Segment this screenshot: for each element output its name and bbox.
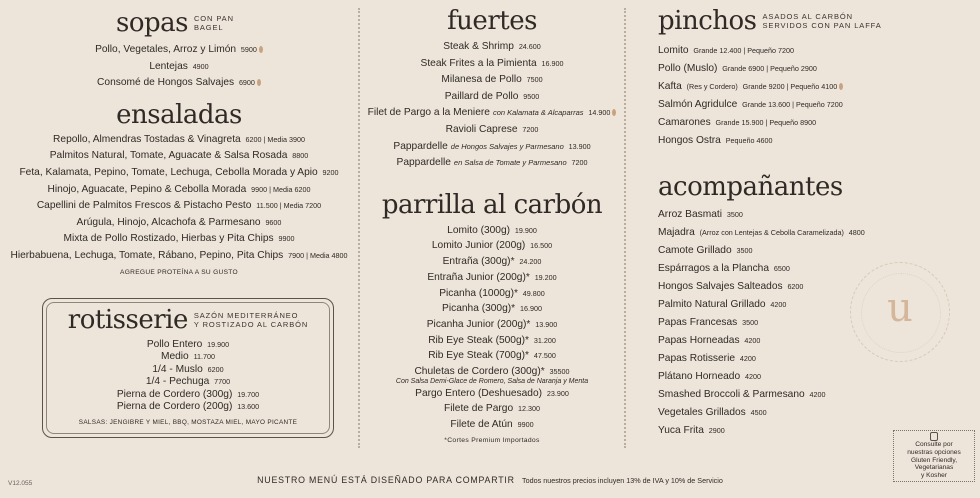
- emblem-letter: u: [887, 285, 913, 331]
- menu-item: Kafta (Res y Cordero) Grande 9200 | Pequeño 4100: [658, 78, 978, 96]
- menu-item: Palmitos Natural, Tomate, Aguacate & Salsa Rosada 8800: [49, 150, 309, 162]
- ensaladas-note: AGREGUE PROTEÍNA A SU GUSTO: [120, 268, 238, 276]
- menu-item: Entraña Junior (200g)* 19.200: [427, 271, 557, 283]
- menu-item: Mixta de Pollo Rostizado, Hierbas y Pita Chips 9900: [63, 233, 295, 245]
- menu-item: Chuletas de Cordero (300g)* 35500 Con Salsa Demi-Glace de Romero, Salsa de Naranja y Menta: [360, 364, 624, 386]
- wheat-icon: [930, 432, 938, 441]
- fuertes-header: [360, 6, 624, 36]
- menu-item: Arúgula, Hinojo, Alcachofa & Parmesano 9600: [76, 216, 282, 228]
- menu-item: Pollo (Muslo) Grande 6900 | Pequeño 2900: [658, 63, 817, 74]
- menu-item: Pierna de Cordero (200g) 13.600: [116, 401, 260, 413]
- footer: [0, 475, 980, 485]
- menu-item: Milanesa de Pollo 7500: [441, 74, 543, 86]
- menu-item: Picanha (1000g)* 49.800: [439, 287, 545, 299]
- dietary-line: Vegetarianas: [914, 464, 954, 472]
- pinchos-list: [658, 42, 978, 150]
- brand-emblem: [850, 262, 950, 362]
- menu-item: Lomito (300g) 19.900: [447, 224, 537, 236]
- menu-item: Filete de Atún 9900: [450, 419, 534, 431]
- menu-item: Consomé de Hongos Salvajes 6900: [0, 75, 358, 92]
- menu-item: Hinojo, Aguacate, Pepino & Cebolla Morada 9900 | Media 6200: [47, 183, 311, 195]
- sopas-subtitle: CON PAN BAGEL: [193, 14, 234, 32]
- menu-item: Camarones Grande 15.900 | Pequeño 8900: [658, 117, 817, 128]
- menu-item: Entraña (300g)* 24.200: [442, 256, 542, 268]
- parrilla-list: [360, 223, 624, 433]
- pinchos-subtitle-line: SERVIDOS CON PAN LAFFA: [762, 21, 882, 30]
- menu-item: 1/4 - Muslo 6200: [152, 363, 224, 375]
- menu-item: Espárragos a la Plancha 6500: [658, 263, 790, 274]
- right-column: [658, 0, 978, 440]
- menu-item: Arroz Basmati 3500: [658, 209, 743, 220]
- menu-item: Papas Francesas 3500: [658, 317, 759, 328]
- acompanantes-title: acompañantes: [658, 172, 843, 202]
- menu-item: Rib Eye Steak (700g)* 47.500: [428, 350, 556, 362]
- pinchos-header: [658, 6, 978, 36]
- rotisserie-box: [42, 298, 334, 438]
- menu-item: Filete de Pargo 12.300: [444, 403, 540, 415]
- parrilla-header: [360, 190, 624, 220]
- sopas-header: [0, 8, 358, 38]
- menu-item: Pappardelle de Hongos Salvajes y Parmesano 13.900: [393, 140, 591, 152]
- pinchos-subtitle: [763, 12, 882, 30]
- menu-item: Pappardelle en Salsa de Tomate y Parmesano 7200: [396, 157, 588, 169]
- pinchos-section: [658, 0, 978, 150]
- dietary-line: Gluten Friendly,: [910, 456, 958, 464]
- menu-item: Ravioli Caprese 7200: [445, 123, 539, 135]
- menu-item: Steak Frites a la Pimienta 16.900: [420, 57, 564, 69]
- ensaladas-section: [0, 100, 358, 276]
- ensaladas-title: ensaladas: [116, 99, 242, 130]
- parrilla-title: parrilla al carbón: [381, 189, 603, 220]
- menu-item: Vegetales Grillados 4500: [658, 407, 767, 418]
- menu-item: Picanha Junior (200g)* 13.900: [426, 318, 558, 330]
- left-column: [0, 0, 358, 276]
- chuletas-note: Con Salsa Demi-Glace de Romero, Salsa de Naranja y Menta: [395, 377, 589, 385]
- rotisserie-subtitle-line: Y ROSTIZADO AL CARBÓN: [193, 320, 309, 329]
- parrilla-footnote: *Cortes Premium Importados: [444, 436, 540, 444]
- fuertes-list: [360, 39, 624, 172]
- version-label: V12.055: [8, 480, 33, 487]
- footer-fine: Todos nuestros precios incluyen 13% de IVA y 10% de Servicio: [522, 476, 723, 485]
- menu-item: Smashed Broccoli & Parmesano 4200: [658, 389, 826, 400]
- menu-item: Pargo Entero (Deshuesado) 23.900: [415, 387, 569, 399]
- menu-item: Pollo Entero 19.900: [146, 339, 230, 350]
- pinchos-subtitle-line: ASADOS AL CARBÓN: [762, 12, 853, 21]
- menu-item: Lentejas 4900: [149, 60, 209, 72]
- rotisserie-header: [43, 305, 333, 335]
- sopas-section: [0, 0, 358, 92]
- menu-item: Repollo, Almendras Tostadas & Vinagreta 6200 | Media 3900: [53, 133, 305, 145]
- rotisserie-title: rotisserie: [67, 305, 188, 335]
- leaf-icon: [257, 79, 261, 86]
- dietary-line: Consulte por: [915, 441, 953, 448]
- menu-item: Papas Horneadas 4200: [658, 335, 761, 346]
- menu-item: Capellini de Palmitos Frescos & Pistacho Pesto 11.500 | Media 7200: [36, 200, 322, 212]
- ensaladas-header: [0, 100, 358, 130]
- menu-item: Medio 11.700: [160, 351, 216, 363]
- menu-item: Hongos Ostra Pequeño 4600: [658, 135, 773, 146]
- rotisserie-subtitle: [194, 311, 308, 329]
- column-divider-right: [624, 8, 626, 448]
- menu-item: Lomito Junior (200g) 16.500: [431, 240, 553, 252]
- leaf-icon: [612, 109, 616, 116]
- middle-column: [360, 0, 624, 444]
- menu-item: Steak & Shrimp 24.600: [443, 41, 541, 52]
- rotisserie-salsas: SALSAS: JENGIBRE Y MIEL, BBQ, MOSTAZA MIEL, MAYO PICANTE: [78, 419, 298, 427]
- menu-item: Rib Eye Steak (500g)* 31.200: [428, 334, 556, 346]
- dietary-line: nuestras opciones: [907, 448, 961, 456]
- fuertes-title: fuertes: [447, 6, 537, 36]
- menu-item: Palmito Natural Grillado 4200: [658, 299, 787, 310]
- menu-item: Hierbabuena, Lechuga, Tomate, Rábano, Pepino, Pita Chips 7900 | Media 4800: [10, 249, 348, 261]
- acompanantes-header: [658, 172, 978, 202]
- menu-item: 1/4 - Pechuga 7700: [145, 376, 231, 388]
- menu-item: Picanha (300g)* 16.900: [442, 303, 542, 315]
- menu-item: Pierna de Cordero (300g) 19.700: [116, 388, 260, 400]
- menu-item: Papas Rotisserie 4200: [658, 353, 756, 364]
- sopas-list: [0, 42, 358, 92]
- pinchos-title: pinchos: [658, 6, 757, 36]
- fuertes-section: [360, 0, 624, 172]
- parrilla-section: [360, 190, 624, 444]
- menu-item: Filet de Pargo a la Meniere con Kalamata & Alcaparras 14.900: [360, 105, 624, 122]
- menu-item: Pollo, Vegetales, Arroz y Limón 5900: [0, 42, 358, 59]
- menu-item: Lomito Grande 12.400 | Pequeño 7200: [658, 45, 795, 56]
- dietary-line: y Kosher: [920, 472, 948, 480]
- rotisserie-list: [43, 339, 333, 413]
- menu-item: Salmón Agridulce Grande 13.600 | Pequeño 7200: [658, 99, 843, 110]
- footer-main: NUESTRO MENÚ ESTÁ DISEÑADO PARA COMPARTIR: [257, 475, 515, 485]
- menu-item: Plátano Horneado 4200: [658, 371, 761, 382]
- leaf-icon: [259, 46, 263, 53]
- menu-item: Camote Grillado 3500: [658, 245, 753, 256]
- menu-item: Hongos Salvajes Salteados 6200: [658, 281, 804, 292]
- menu-item: Yuca Frita 2900: [658, 425, 725, 436]
- sopas-title: sopas: [116, 8, 188, 38]
- menu-item: Majadra (Arroz con Lentejas & Cebolla Caramelizada) 4800: [658, 227, 865, 238]
- menu-item: Feta, Kalamata, Pepino, Tomate, Lechuga, Cebolla Morada y Apio 9200: [19, 166, 339, 178]
- leaf-icon: [839, 83, 843, 90]
- rotisserie-subtitle-line: SAZÓN MEDITERRÁNEO: [193, 311, 299, 320]
- ensaladas-list: [0, 132, 358, 265]
- menu-item: Paillard de Pollo 9500: [444, 90, 540, 102]
